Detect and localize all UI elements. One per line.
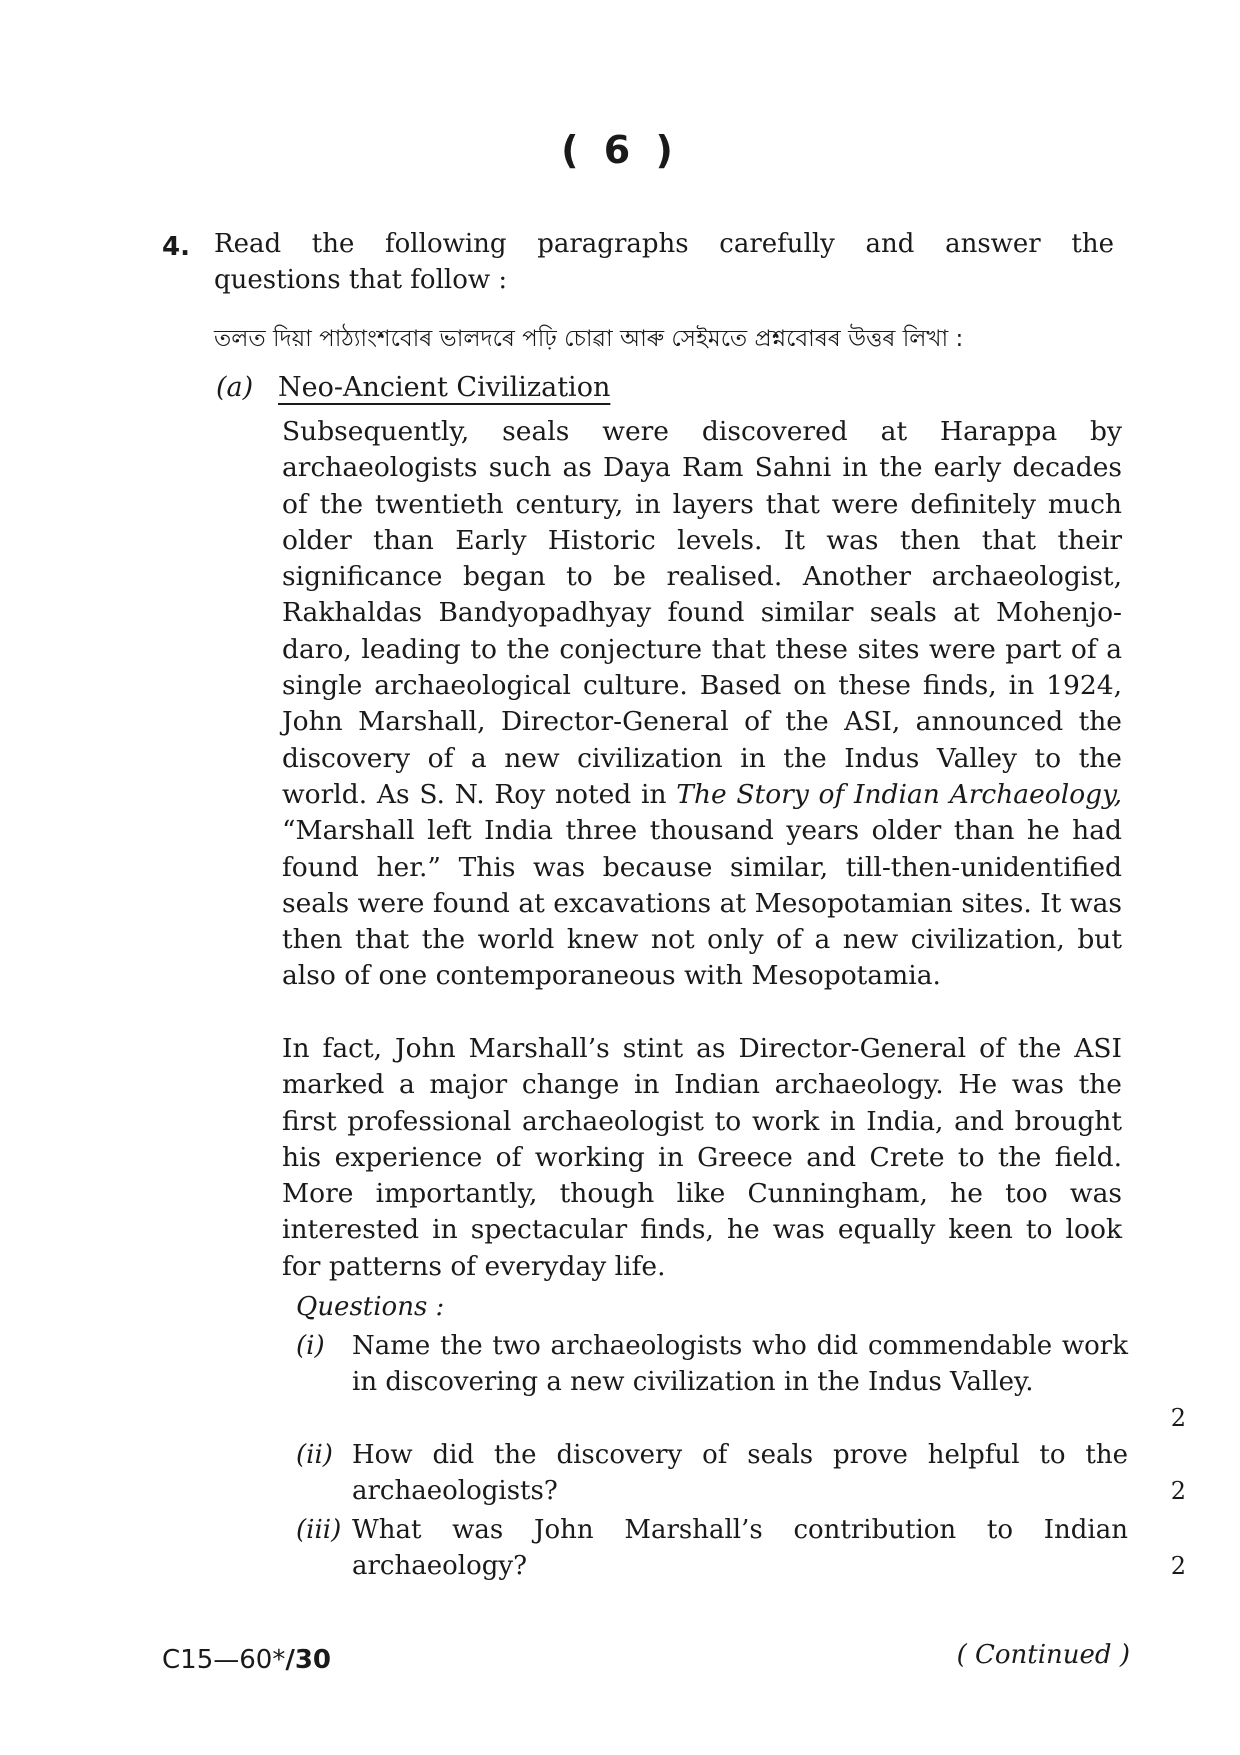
paper-code-prefix: C15—60* (162, 1645, 286, 1675)
question-item-text: Name the two archaeologists who did commendable work in discovering a new civilization in the Indus Valley. (352, 1331, 1128, 1397)
question-instruction-assamese: তলত দিয়া পাঠ্যাংশবোৰ ভালদৰে পঢ়ি চোৱা আৰু সেইমতে প্ৰশ্নবোৰৰ উত্তৰ লিখা : (214, 326, 964, 352)
instruction-line-2: questions that follow : (214, 265, 508, 295)
section-title: Neo-Ancient Civilization (278, 372, 611, 403)
section-label: (a) (216, 372, 254, 403)
page-number: ( 6 ) (561, 128, 679, 172)
question-item-number: (i) (296, 1331, 325, 1361)
passage-text-1b: “Marshall left India three thousand years older than he had found her.” This was because similar, till-then-unidentified seals were found at excavations at Mesopotamian sites. It was then that the world knew not only of a new civilization, but also of one contemporaneous with Mesopotamia. (282, 815, 1122, 992)
question-item-text: What was John Marshall’s contribution to Indian archaeology? (352, 1515, 1128, 1581)
question-instruction (214, 226, 1114, 298)
question-marks: 2 (1170, 1477, 1186, 1505)
question-item-number: (ii) (296, 1440, 333, 1470)
question-number: 4. (162, 232, 190, 262)
question-item-text: How did the discovery of seals prove helpful to the archaeologists? (352, 1440, 1128, 1506)
question-marks: 2 (1170, 1552, 1186, 1580)
passage-text-1a: Subsequently, seals were discovered at Harappa by archaeologists such as Daya Ram Sahni in the early decades of the twentieth century, in layers that were definitely much older than Early Historic levels. It was then that their significance began to be realised. Another archaeologist, Rakhaldas Bandyopadhyay found similar seals at Mohenjo-daro, leading to the conjecture that these sites were part of a single archaeological culture. Based on these finds, in 1924, John Marshall, Director-General of the ASI, announced the discovery of a new civilization in the Indus Valley to the world. As S. N. Roy noted in (282, 416, 1122, 810)
book-title: The Story of Indian Archaeology, (676, 778, 1123, 810)
paper-code (162, 1645, 331, 1675)
questions-label: Questions : (296, 1292, 445, 1322)
instruction-line-1: Read the following paragraphs carefully and answer the (214, 229, 1114, 259)
question-item-number: (iii) (296, 1515, 342, 1545)
passage-paragraph-1 (282, 414, 1122, 995)
question-marks: 2 (1170, 1404, 1186, 1432)
paper-code-suffix: /30 (285, 1645, 332, 1675)
continued-label: ( Continued ) (956, 1640, 1130, 1670)
passage-paragraph-2: In fact, John Marshall’s stint as Director-General of the ASI marked a major change in Indian archaeology. He was the first professional archaeologist to work in India, and brought his experience of working in Greece and Crete to the field. More importantly, though like Cunningham, he too was interested in spectacular finds, he was equally keen to look for patterns of everyday life. (282, 1033, 1122, 1282)
